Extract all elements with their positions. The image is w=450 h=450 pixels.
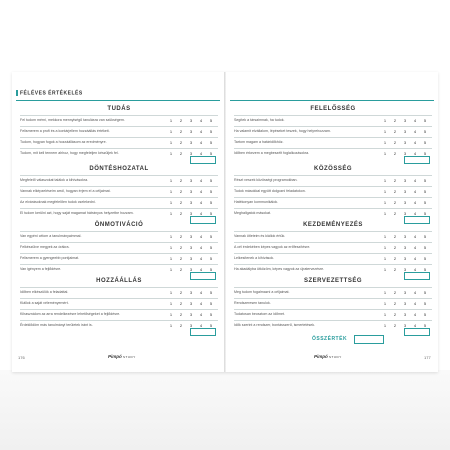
rating-option-5[interactable]: 5 — [423, 267, 427, 272]
rating-option-3[interactable]: 3 — [189, 312, 193, 317]
criterion-label: Megfelelő válaszokat találok a kihívásokra. — [20, 178, 89, 182]
criterion-label: Kiállok a saját véleményemért. — [20, 301, 69, 305]
rating-option-1[interactable]: 1 — [169, 211, 173, 216]
rating-option-5[interactable]: 5 — [423, 129, 427, 134]
rating-option-4[interactable]: 4 — [413, 151, 417, 156]
rating-row — [234, 231, 432, 242]
criterion-label: Időben elkészülök a feladattal. — [20, 290, 69, 294]
rating-option-4[interactable]: 4 — [199, 118, 203, 123]
rating-option-4[interactable]: 4 — [199, 301, 203, 306]
rating-option-5[interactable]: 5 — [209, 140, 213, 145]
rating-scale — [166, 290, 216, 295]
rating-option-4[interactable]: 4 — [413, 323, 417, 328]
rating-scale — [166, 118, 216, 123]
rating-option-1[interactable]: 1 — [169, 118, 173, 123]
rating-section — [234, 106, 432, 159]
rating-row — [234, 320, 432, 331]
rating-option-1[interactable]: 1 — [169, 234, 173, 239]
rating-option-5[interactable]: 5 — [423, 200, 427, 205]
rating-row — [20, 253, 218, 264]
rating-option-5[interactable]: 5 — [423, 256, 427, 261]
rating-row — [20, 242, 218, 253]
rating-option-1[interactable]: 1 — [383, 129, 387, 134]
rating-option-5[interactable]: 5 — [209, 200, 213, 205]
criterion-label: Lelkesítenek a kihívások. — [234, 256, 275, 260]
rating-row — [234, 137, 432, 148]
criterion-label: Tudatosan beosztom az időmet. — [234, 312, 286, 316]
rating-option-2[interactable]: 2 — [393, 200, 397, 205]
rating-option-2[interactable]: 2 — [179, 200, 183, 205]
brand-name: Pimpó — [108, 354, 122, 359]
rating-option-3[interactable]: 3 — [189, 151, 193, 156]
rating-option-5[interactable]: 5 — [209, 211, 213, 216]
rating-option-2[interactable]: 2 — [393, 151, 397, 156]
header-rule — [230, 100, 434, 101]
rating-option-3[interactable]: 3 — [189, 200, 193, 205]
rating-option-1[interactable]: 1 — [383, 267, 387, 272]
rating-option-2[interactable]: 2 — [393, 178, 397, 183]
rating-row — [234, 126, 432, 137]
rating-option-1[interactable]: 1 — [383, 234, 387, 239]
rating-option-1[interactable]: 1 — [383, 245, 387, 250]
rating-section — [20, 166, 218, 219]
section-title: KÖZÖSSÉG — [313, 166, 352, 172]
rating-option-2[interactable]: 2 — [393, 129, 397, 134]
criterion-label: Van egyéni célom a tanulmányaimmal. — [20, 234, 82, 238]
rating-row — [20, 137, 218, 148]
rating-row — [20, 208, 218, 219]
section-score-box[interactable] — [190, 156, 216, 164]
rating-option-4[interactable]: 4 — [413, 200, 417, 205]
rating-option-5[interactable]: 5 — [423, 290, 427, 295]
rating-scale — [380, 301, 430, 306]
rating-option-2[interactable]: 2 — [179, 234, 183, 239]
rating-option-1[interactable]: 1 — [169, 290, 173, 295]
rating-scale — [166, 245, 216, 250]
rating-section — [234, 278, 432, 331]
rating-option-4[interactable]: 4 — [413, 118, 417, 123]
rating-row — [20, 186, 218, 197]
rating-option-5[interactable]: 5 — [209, 245, 213, 250]
section-title: TUDÁS — [107, 106, 131, 112]
rating-option-1[interactable]: 1 — [383, 151, 387, 156]
rating-option-2[interactable]: 2 — [393, 256, 397, 261]
rating-option-4[interactable]: 4 — [199, 290, 203, 295]
section-title: FELELŐSSÉG — [310, 106, 356, 112]
rating-option-1[interactable]: 1 — [383, 189, 387, 194]
rating-option-4[interactable]: 4 — [413, 256, 417, 261]
rating-option-4[interactable]: 4 — [413, 290, 417, 295]
total-label: ÖSSZÉRTÉK — [312, 336, 348, 342]
rating-scale — [380, 200, 430, 205]
rating-option-3[interactable]: 3 — [403, 189, 407, 194]
rating-option-1[interactable]: 1 — [169, 245, 173, 250]
rating-scale — [166, 301, 216, 306]
rating-option-3[interactable]: 3 — [189, 211, 193, 216]
section-score-box[interactable] — [404, 328, 430, 336]
rating-option-2[interactable]: 2 — [179, 312, 183, 317]
page-header — [16, 90, 83, 96]
rating-option-4[interactable]: 4 — [413, 140, 417, 145]
rating-option-2[interactable]: 2 — [179, 245, 183, 250]
rating-option-3[interactable]: 3 — [189, 189, 193, 194]
rating-row — [20, 298, 218, 309]
rating-option-4[interactable]: 4 — [199, 256, 203, 261]
rating-row — [234, 186, 432, 197]
header-mark — [16, 90, 18, 96]
rating-scale — [166, 178, 216, 183]
criterion-label: Időben érkezem a megbeszélt foglalkozásokra. — [234, 151, 310, 155]
rating-option-3[interactable]: 3 — [403, 200, 407, 205]
rating-option-4[interactable]: 4 — [413, 267, 417, 272]
header-rule — [16, 100, 220, 101]
criterion-label: Felismerem a profi és a kontárjellem hozzáállás értékeit. — [20, 129, 110, 133]
rating-option-4[interactable]: 4 — [199, 267, 203, 272]
rating-scale — [166, 140, 216, 145]
rating-option-4[interactable]: 4 — [199, 140, 203, 145]
rating-scale — [380, 118, 430, 123]
rating-row — [20, 175, 218, 186]
rating-option-4[interactable]: 4 — [413, 211, 417, 216]
rating-option-3[interactable]: 3 — [403, 323, 407, 328]
brand-name: Pimpó — [314, 354, 328, 359]
rating-option-3[interactable]: 3 — [189, 178, 193, 183]
criterion-label: A cél érdekében képes vagyok az erőfeszítésre. — [234, 245, 311, 249]
rating-option-3[interactable]: 3 — [403, 140, 407, 145]
section-score-box[interactable] — [404, 156, 430, 164]
rating-option-5[interactable]: 5 — [209, 267, 213, 272]
rating-option-4[interactable]: 4 — [199, 151, 203, 156]
rating-row — [20, 231, 218, 242]
brand-logo — [108, 354, 136, 359]
rating-row — [234, 208, 432, 219]
rating-scale — [166, 189, 216, 194]
rating-option-4[interactable]: 4 — [199, 245, 203, 250]
rating-option-2[interactable]: 2 — [393, 290, 397, 295]
rating-option-5[interactable]: 5 — [209, 312, 213, 317]
criterion-label: Az elvárásoknak megfelelően tudok cselekedni. — [20, 200, 96, 204]
rating-option-2[interactable]: 2 — [393, 245, 397, 250]
rating-option-5[interactable]: 5 — [209, 323, 213, 328]
rating-option-4[interactable]: 4 — [199, 234, 203, 239]
background-shadow — [0, 370, 450, 450]
rating-option-1[interactable]: 1 — [169, 267, 173, 272]
section-title: SZERVEZETTSÉG — [303, 278, 363, 284]
rating-option-3[interactable]: 3 — [403, 290, 407, 295]
rating-option-5[interactable]: 5 — [423, 211, 427, 216]
rating-option-5[interactable]: 5 — [423, 312, 427, 317]
criterion-label: Fel tudom mérni, mekkora mennyiségű tanulásra van szükségem. — [20, 118, 125, 122]
rating-option-2[interactable]: 2 — [179, 178, 183, 183]
rating-scale — [380, 129, 430, 134]
rating-row — [234, 115, 432, 126]
rating-option-5[interactable]: 5 — [209, 178, 213, 183]
section-score-box[interactable] — [190, 328, 216, 336]
criterion-label: Tudom, mit kell tennem ahhoz, hogy megfeleljen készüljek fel. — [20, 151, 119, 155]
rating-option-5[interactable]: 5 — [209, 301, 213, 306]
rating-section — [20, 222, 218, 275]
criterion-label: Segítek a társaimnak, ha tudok. — [234, 118, 285, 122]
rating-option-5[interactable]: 5 — [423, 151, 427, 156]
rating-row — [234, 298, 432, 309]
rating-option-3[interactable]: 3 — [189, 245, 193, 250]
rating-option-4[interactable]: 4 — [413, 301, 417, 306]
criterion-label: Van igényem a fejlődésre. — [20, 267, 62, 271]
rating-option-2[interactable]: 2 — [179, 118, 183, 123]
section-title: ÖNMOTIVÁCIÓ — [94, 222, 144, 228]
rating-row — [234, 175, 432, 186]
rating-option-3[interactable]: 3 — [403, 312, 407, 317]
section-title: DÖNTÉSHOZATAL — [89, 166, 149, 172]
rating-option-2[interactable]: 2 — [179, 301, 183, 306]
rating-scale — [380, 140, 430, 145]
rating-option-1[interactable]: 1 — [169, 301, 173, 306]
rating-row — [234, 148, 432, 159]
rating-option-5[interactable]: 5 — [209, 234, 213, 239]
rating-option-1[interactable]: 1 — [383, 140, 387, 145]
rating-option-2[interactable]: 2 — [393, 267, 397, 272]
rating-scale — [166, 200, 216, 205]
rating-section — [234, 222, 432, 275]
rating-option-3[interactable]: 3 — [403, 151, 407, 156]
rating-option-5[interactable]: 5 — [209, 290, 213, 295]
brand-sub: STUDY — [123, 355, 136, 359]
rating-option-4[interactable]: 4 — [413, 245, 417, 250]
rating-option-1[interactable]: 1 — [383, 200, 387, 205]
rating-option-1[interactable]: 1 — [169, 129, 173, 134]
criterion-label: Tudok másokkal együtt dolgozni feladatokon. — [234, 189, 306, 193]
rating-option-2[interactable]: 2 — [393, 323, 397, 328]
rating-option-2[interactable]: 2 — [393, 211, 397, 216]
rating-section — [20, 278, 218, 331]
rating-option-2[interactable]: 2 — [179, 256, 183, 261]
header-title: FÉLÉVES ÉRTÉKELÉS — [20, 90, 83, 97]
rating-option-2[interactable]: 2 — [179, 140, 183, 145]
rating-row — [234, 253, 432, 264]
rating-option-3[interactable]: 3 — [403, 256, 407, 261]
rating-row — [20, 264, 218, 275]
criterion-label: Kihasználom az arra rendelkezésre lehetőségeket a fejlődésre. — [20, 312, 121, 316]
rating-option-1[interactable]: 1 — [383, 118, 387, 123]
criterion-label: Ha valamit elvállalom, lépéseket teszek, hogy helyrehozzam. — [234, 129, 331, 133]
rating-option-3[interactable]: 3 — [189, 323, 193, 328]
rating-scale — [380, 312, 430, 317]
criterion-label: Ha akadályba ütközöm, képes vagyok az újratervezésre. — [234, 267, 325, 271]
rating-row — [20, 148, 218, 159]
criterion-label: Tudom, hogyan fogok a hozzáállásom az eredményre. — [20, 140, 107, 144]
rating-option-1[interactable]: 1 — [383, 290, 387, 295]
rating-option-2[interactable]: 2 — [179, 151, 183, 156]
rating-option-1[interactable]: 1 — [383, 301, 387, 306]
rating-option-5[interactable]: 5 — [423, 323, 427, 328]
rating-option-3[interactable]: 3 — [189, 267, 193, 272]
rating-option-1[interactable]: 1 — [169, 151, 173, 156]
rating-option-5[interactable]: 5 — [423, 234, 427, 239]
rating-option-4[interactable]: 4 — [199, 323, 203, 328]
rating-row — [234, 197, 432, 208]
criterion-label: Hatékonyan kommunikálok. — [234, 200, 279, 204]
rating-scale — [166, 256, 216, 261]
section-title: HOZZÁÁLLÁS — [96, 278, 142, 284]
criterion-label: Vannak ötleteim és kiállok értük. — [234, 234, 286, 238]
rating-scale — [166, 312, 216, 317]
brand-logo — [314, 354, 342, 359]
rating-option-1[interactable]: 1 — [169, 312, 173, 317]
book — [12, 72, 438, 372]
rating-option-1[interactable]: 1 — [169, 256, 173, 261]
criterion-label: Vannak elképzeléseim arról, hogyan érjem el a céljaimat. — [20, 189, 111, 193]
rating-option-2[interactable]: 2 — [393, 301, 397, 306]
rating-option-4[interactable]: 4 — [199, 211, 203, 216]
rating-option-3[interactable]: 3 — [189, 301, 193, 306]
criterion-label: Felkészülve megyek az órákra. — [20, 245, 70, 249]
rating-option-4[interactable]: 4 — [413, 312, 417, 317]
rating-option-1[interactable]: 1 — [383, 323, 387, 328]
rating-option-2[interactable]: 2 — [179, 129, 183, 134]
rating-option-2[interactable]: 2 — [179, 323, 183, 328]
rating-option-1[interactable]: 1 — [169, 189, 173, 194]
rating-option-4[interactable]: 4 — [199, 189, 203, 194]
rating-option-5[interactable]: 5 — [209, 256, 213, 261]
rating-option-3[interactable]: 3 — [189, 256, 193, 261]
rating-option-3[interactable]: 3 — [403, 118, 407, 123]
rating-scale — [380, 189, 430, 194]
rating-section — [234, 166, 432, 219]
criterion-label: Rendszeresen tanulok. — [234, 301, 271, 305]
rating-option-5[interactable]: 5 — [423, 178, 427, 183]
rating-row — [20, 197, 218, 208]
brand-sub: STUDY — [329, 355, 342, 359]
rating-scale — [380, 178, 430, 183]
rating-scale — [380, 290, 430, 295]
rating-option-1[interactable]: 1 — [169, 200, 173, 205]
rating-row — [20, 320, 218, 331]
rating-row — [20, 115, 218, 126]
rating-option-5[interactable]: 5 — [423, 301, 427, 306]
rating-option-2[interactable]: 2 — [393, 312, 397, 317]
rating-section — [20, 106, 218, 159]
rating-row — [234, 309, 432, 320]
rating-row — [20, 287, 218, 298]
criterion-label: Tartom magam a határidőkhöz. — [234, 140, 284, 144]
rating-option-2[interactable]: 2 — [179, 267, 183, 272]
rating-scale — [380, 256, 430, 261]
rating-option-4[interactable]: 4 — [199, 129, 203, 134]
criterion-label: Meg tudom fogalmazni a céljaimat. — [234, 290, 290, 294]
criterion-label: El tudom kerülni azt, hogy saját magamat hátrányos helyzetbe hozzam. — [20, 211, 134, 215]
rating-option-2[interactable]: 2 — [179, 211, 183, 216]
rating-scale — [380, 245, 430, 250]
rating-option-1[interactable]: 1 — [383, 256, 387, 261]
rating-option-4[interactable]: 4 — [413, 178, 417, 183]
rating-option-5[interactable]: 5 — [423, 140, 427, 145]
rating-option-5[interactable]: 5 — [209, 151, 213, 156]
rating-option-4[interactable]: 4 — [413, 129, 417, 134]
criterion-label: Érdeklődöm más tanulmányi területek iránt is. — [20, 323, 93, 327]
rating-row — [234, 264, 432, 275]
rating-option-2[interactable]: 2 — [393, 118, 397, 123]
rating-row — [234, 242, 432, 253]
section-title: KEZDEMÉNYEZÉS — [303, 222, 363, 228]
rating-row — [20, 309, 218, 320]
rating-option-3[interactable]: 3 — [403, 267, 407, 272]
rating-option-4[interactable]: 4 — [199, 178, 203, 183]
rating-option-3[interactable]: 3 — [403, 211, 407, 216]
rating-option-3[interactable]: 3 — [403, 245, 407, 250]
rating-option-1[interactable]: 1 — [383, 178, 387, 183]
rating-scale — [380, 234, 430, 239]
page-number: 176 — [18, 355, 25, 360]
rating-option-3[interactable]: 3 — [189, 290, 193, 295]
rating-option-4[interactable]: 4 — [413, 234, 417, 239]
rating-option-3[interactable]: 3 — [189, 234, 193, 239]
rating-option-1[interactable]: 1 — [169, 140, 173, 145]
rating-option-2[interactable]: 2 — [393, 140, 397, 145]
rating-option-2[interactable]: 2 — [393, 189, 397, 194]
rating-scale — [166, 234, 216, 239]
rating-option-1[interactable]: 1 — [383, 312, 387, 317]
rating-option-5[interactable]: 5 — [423, 245, 427, 250]
rating-option-4[interactable]: 4 — [413, 189, 417, 194]
rating-option-4[interactable]: 4 — [199, 312, 203, 317]
rating-option-3[interactable]: 3 — [403, 301, 407, 306]
rating-option-4[interactable]: 4 — [199, 200, 203, 205]
rating-option-1[interactable]: 1 — [169, 178, 173, 183]
rating-option-3[interactable]: 3 — [189, 129, 193, 134]
criterion-label: Idők szerint a rendszer, bontásszerű, ismertetések. — [234, 323, 316, 327]
rating-option-3[interactable]: 3 — [189, 118, 193, 123]
rating-option-2[interactable]: 2 — [179, 189, 183, 194]
total-box[interactable] — [354, 335, 384, 344]
rating-option-1[interactable]: 1 — [383, 211, 387, 216]
rating-option-3[interactable]: 3 — [189, 140, 193, 145]
rating-option-3[interactable]: 3 — [403, 129, 407, 134]
rating-option-2[interactable]: 2 — [179, 290, 183, 295]
rating-row — [234, 287, 432, 298]
rating-option-3[interactable]: 3 — [403, 178, 407, 183]
rating-option-2[interactable]: 2 — [393, 234, 397, 239]
criterion-label: Meghallgatok másokat. — [234, 211, 271, 215]
rating-option-3[interactable]: 3 — [403, 234, 407, 239]
right-page — [226, 72, 438, 372]
page-number: 177 — [424, 355, 431, 360]
rating-scale — [166, 129, 216, 134]
rating-option-5[interactable]: 5 — [209, 189, 213, 194]
rating-option-5[interactable]: 5 — [209, 118, 213, 123]
criterion-label: Részt veszek közösségi programokban. — [234, 178, 298, 182]
rating-option-1[interactable]: 1 — [169, 323, 173, 328]
rating-row — [20, 126, 218, 137]
rating-option-5[interactable]: 5 — [209, 129, 213, 134]
rating-option-5[interactable]: 5 — [423, 118, 427, 123]
rating-option-5[interactable]: 5 — [423, 189, 427, 194]
left-page — [12, 72, 224, 372]
criterion-label: Felismerem a gyengeebb pontjaimat. — [20, 256, 80, 260]
